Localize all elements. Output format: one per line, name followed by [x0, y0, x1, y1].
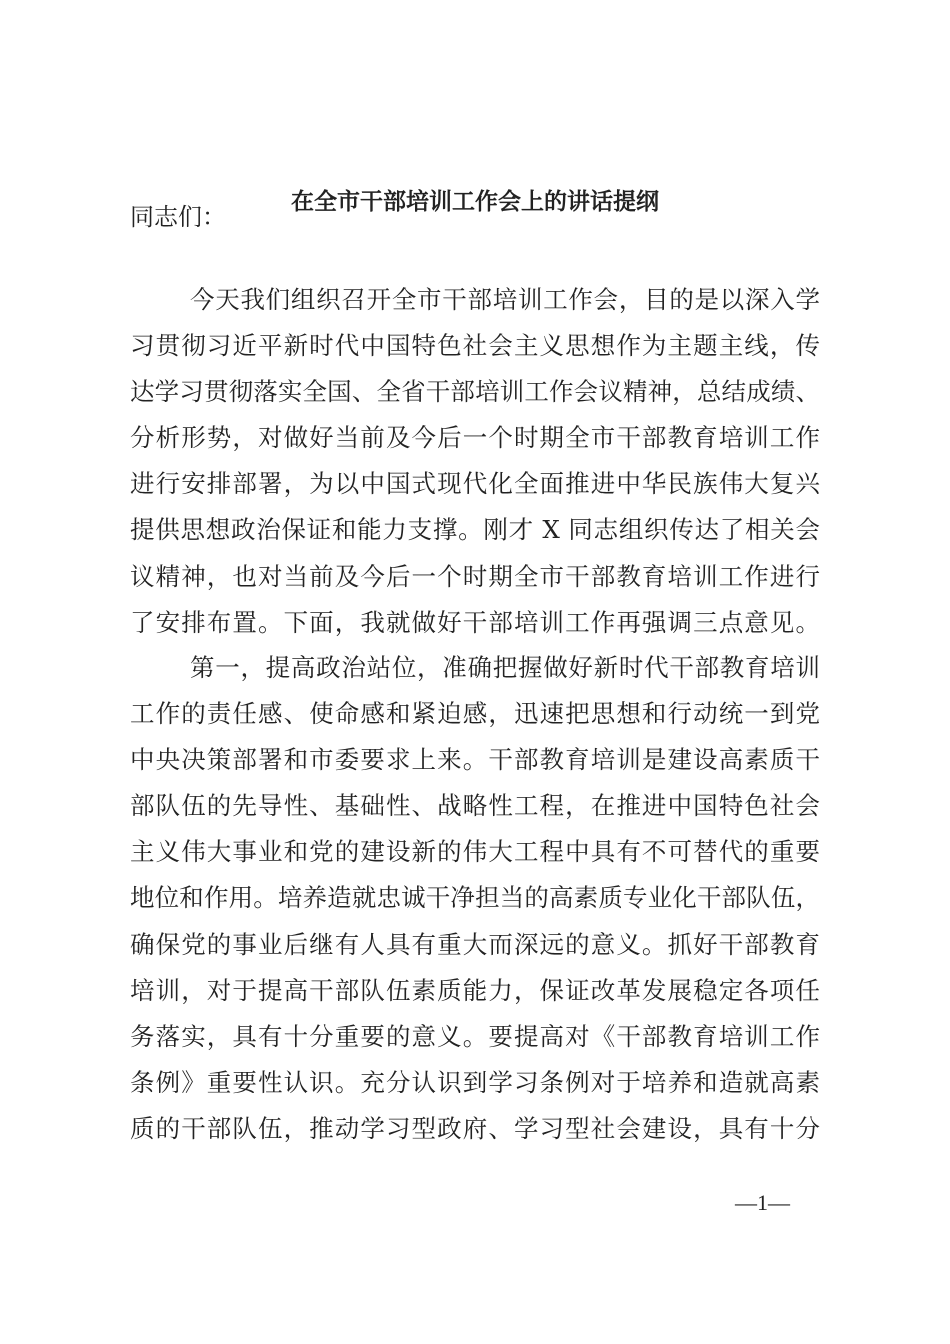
text-line: 第一，提高政治站位，准确把握做好新时代干部教育培训 — [190, 653, 820, 682]
text-line: 地位和作用。培养造就忠诚干净担当的高素质专业化干部队伍， — [130, 883, 820, 913]
text-line: 今天我们组织召开全市干部培训工作会，目的是以深入学 — [190, 285, 820, 314]
text-line: 确保党的事业后继有人具有重大而深远的意义。抓好干部教育 — [130, 929, 820, 959]
text-line: 工作的责任感、使命感和紧迫感，迅速把思想和行动统一到党 — [130, 699, 820, 729]
page-number: —1— — [735, 1190, 790, 1215]
text-line: 质的干部队伍，推动学习型政府、学习型社会建设，具有十分 — [130, 1113, 820, 1143]
greeting: 同志们： — [130, 203, 226, 231]
text-line: 达学习贯彻落实全国、全省干部培训工作会议精神，总结成绩、 — [130, 377, 820, 407]
text-line: 提供思想政治保证和能力支撑。刚才 X 同志组织传达了相关会 — [130, 515, 820, 545]
paragraph-intro — [130, 277, 820, 646]
document-title: 在全市干部培训工作会上的讲话提纲 — [291, 188, 659, 215]
paragraph-first-point — [130, 645, 820, 1152]
text-line: 分析形势，对做好当前及今后一个时期全市干部教育培训工作 — [130, 423, 820, 453]
text-line: 议精神，也对当前及今后一个时期全市干部教育培训工作进行 — [130, 561, 820, 591]
text-line: 中央决策部署和市委要求上来。干部教育培训是建设高素质干 — [130, 745, 820, 775]
text-line: 主义伟大事业和党的建设新的伟大工程中具有不可替代的重要 — [130, 837, 820, 867]
text-line: 进行安排部署，为以中国式现代化全面推进中华民族伟大复兴 — [130, 469, 820, 499]
text-line: 部队伍的先导性、基础性、战略性工程，在推进中国特色社会 — [130, 791, 820, 821]
text-line: 培训，对于提高干部队伍素质能力，保证改革发展稳定各项任 — [130, 975, 820, 1005]
text-line: 了安排布置。下面，我就做好干部培训工作再强调三点意见。 — [130, 607, 820, 637]
text-line: 条例》重要性认识。充分认识到学习条例对于培养和造就高素 — [130, 1067, 820, 1097]
text-line: 习贯彻习近平新时代中国特色社会主义思想作为主题主线，传 — [130, 331, 820, 361]
text-line: 务落实，具有十分重要的意义。要提高对《干部教育培训工作 — [130, 1021, 820, 1051]
